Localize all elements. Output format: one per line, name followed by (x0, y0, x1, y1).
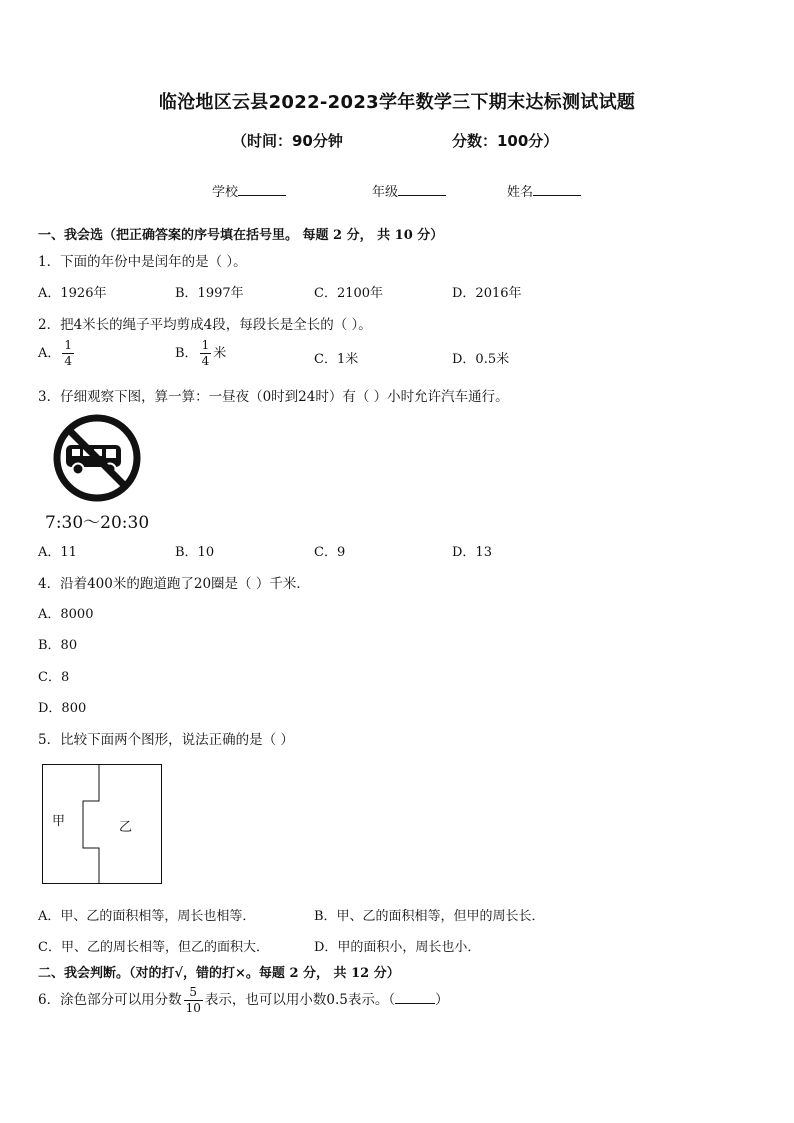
q2-option-b-unit: 米 (213, 346, 227, 361)
question-6-stem (38, 985, 449, 1016)
q6-suffix: 表示，也可以用小数0.5表示。（ (204, 992, 396, 1008)
q3-option-a[interactable]: A．11 (38, 545, 77, 560)
fraction (62, 338, 74, 369)
school-label: 学校 (212, 185, 239, 200)
grade-blank[interactable] (398, 183, 446, 196)
grade-label: 年级 (372, 185, 399, 200)
shape-label-jia: 甲 (52, 814, 66, 829)
q2-option-d[interactable]: D．0.5米 (452, 352, 510, 367)
fraction (184, 985, 203, 1016)
fraction-numerator: 5 (184, 985, 203, 1001)
shape-label-yi: 乙 (119, 820, 133, 835)
q2-option-a[interactable] (38, 338, 76, 369)
q4-option-b[interactable]: B．80 (38, 638, 78, 653)
q2-option-a-label: A． (38, 346, 61, 361)
fraction-denominator: 4 (201, 354, 210, 368)
exam-score: 分数：100分） (452, 132, 559, 150)
sign-time-range: 7:30～20:30 (45, 513, 150, 533)
question-3-stem: 3．仔细观察下图，算一算：一昼夜（0时到24时）有（ ）小时允许汽车通行。 (38, 389, 509, 405)
fraction-denominator: 10 (185, 1001, 201, 1015)
name-blank[interactable] (533, 183, 581, 196)
q6-prefix: 6．涂色部分可以用分数 (38, 992, 182, 1008)
q2-option-b[interactable] (175, 338, 226, 369)
q3-option-b[interactable]: B．10 (175, 545, 215, 560)
q1-option-d[interactable]: D．2016年 (452, 286, 522, 301)
q3-option-d[interactable]: D．13 (452, 545, 492, 560)
fraction-numerator: 1 (201, 338, 210, 352)
q1-option-a[interactable]: A．1926年 (38, 286, 107, 301)
section-heading-1: 一、我会选（把正确答案的序号填在括号里。 每题 2 分， 共 10 分） (38, 228, 444, 243)
q1-option-b[interactable]: B．1997年 (175, 286, 244, 301)
answer-blank[interactable] (395, 991, 435, 1004)
name-label: 姓名 (507, 185, 534, 200)
q5-option-c[interactable]: C．甲、乙的周长相等，但乙的面积大． (38, 940, 269, 955)
page-title: 临沧地区云县2022-2023学年数学三下期末达标测试试题 (158, 92, 636, 113)
fraction (200, 338, 212, 369)
q4-option-d[interactable]: D．800 (38, 701, 87, 716)
section-heading-2: 二、我会判断。（对的打√，错的打×。每题 2 分， 共 12 分） (38, 966, 400, 981)
q3-option-c[interactable]: C．9 (314, 545, 346, 560)
q4-option-a[interactable]: A．8000 (38, 607, 94, 622)
q6-end: ） (435, 992, 449, 1008)
grade-field[interactable] (372, 181, 446, 200)
question-1-stem: 1．下面的年份中是闰年的是（ ）。 (38, 254, 247, 270)
q2-option-c[interactable]: C．1米 (314, 352, 359, 367)
no-bus-sign-icon (50, 413, 146, 503)
question-4-stem: 4．沿着400米的跑道跑了20圈是（ ）千米． (38, 576, 310, 592)
fraction-numerator: 1 (64, 338, 73, 352)
q5-option-b[interactable]: B．甲、乙的面积相等，但甲的周长长． (314, 909, 545, 924)
fraction-denominator: 4 (64, 354, 73, 368)
question-5-stem: 5．比较下面两个图形，说法正确的是（ ） (38, 732, 294, 748)
exam-time: （时间：90分钟 (232, 132, 343, 150)
q5-option-a[interactable]: A．甲、乙的面积相等，周长也相等． (38, 909, 256, 924)
question-2-stem: 2．把4米长的绳子平均剪成4段，每段长是全长的（ ）。 (38, 317, 372, 333)
q2-option-b-label: B． (175, 346, 198, 361)
name-field[interactable] (507, 181, 581, 200)
q1-option-c[interactable]: C．2100年 (314, 286, 384, 301)
school-blank[interactable] (238, 183, 286, 196)
school-field[interactable] (212, 181, 286, 200)
q4-option-c[interactable]: C．8 (38, 670, 70, 685)
q5-option-d[interactable]: D．甲的面积小，周长也小． (314, 940, 481, 955)
